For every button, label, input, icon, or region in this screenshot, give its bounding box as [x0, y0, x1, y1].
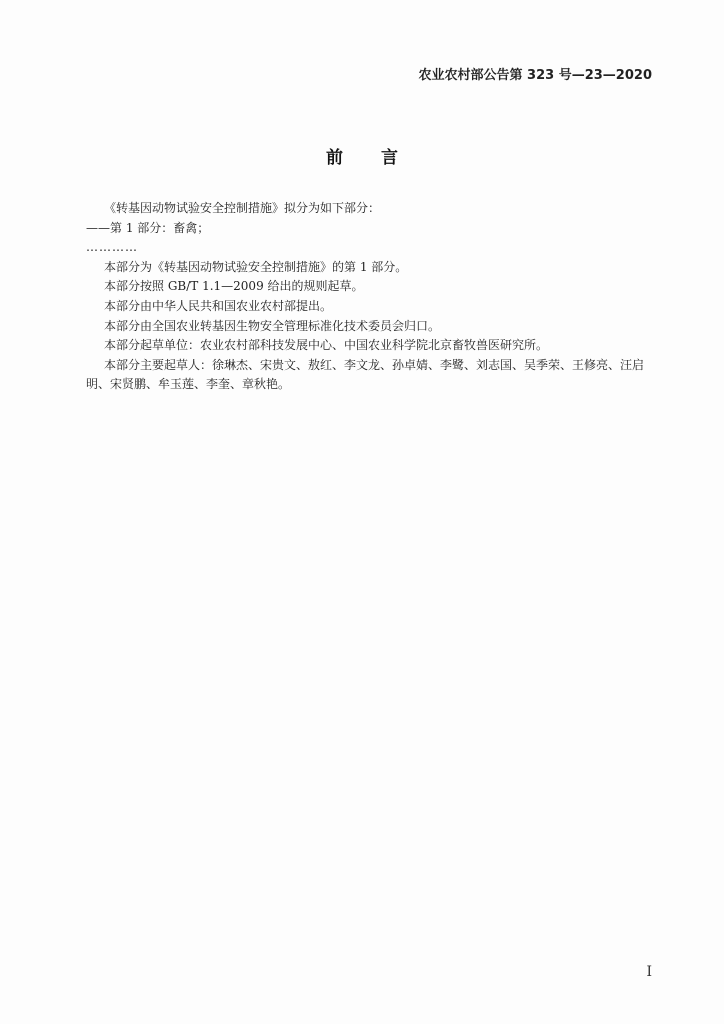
paragraph-part-statement: 本部分为《转基因动物试验安全控制措施》的第 1 部分。 — [104, 259, 408, 274]
paragraph-drafting-rules: 本部分按照 GB/T 1.1—2009 给出的规则起草。 — [104, 279, 364, 294]
foreword-body — [86, 199, 661, 395]
paragraph-ellipsis: ………… — [86, 240, 138, 255]
document-number-header: 农业农村部公告第 323 号—23—2020 — [418, 68, 652, 83]
paragraph-drafters: 本部分主要起草人：徐琳杰、宋贵文、敖红、李文龙、孙卓婧、李鹭、刘志国、吴季荣、王修亮、汪启明、宋贤鹏、牟玉莲、李奎、章秋艳。 — [86, 357, 645, 392]
page-number: I — [646, 964, 652, 980]
paragraph-part-list-item: ——第 1 部分：畜禽； — [86, 220, 210, 235]
paragraph-proposer: 本部分由中华人民共和国农业农村部提出。 — [104, 298, 333, 313]
paragraph-centralized-unit: 本部分由全国农业转基因生物安全管理标准化技术委员会归口。 — [104, 318, 441, 333]
paragraph-series-intro: 《转基因动物试验安全控制措施》拟分为如下部分： — [104, 201, 381, 215]
section-title: 前言 — [326, 148, 436, 168]
paragraph-drafting-units: 本部分起草单位：农业农村部科技发展中心、中国农业科学院北京畜牧兽医研究所。 — [104, 338, 549, 353]
